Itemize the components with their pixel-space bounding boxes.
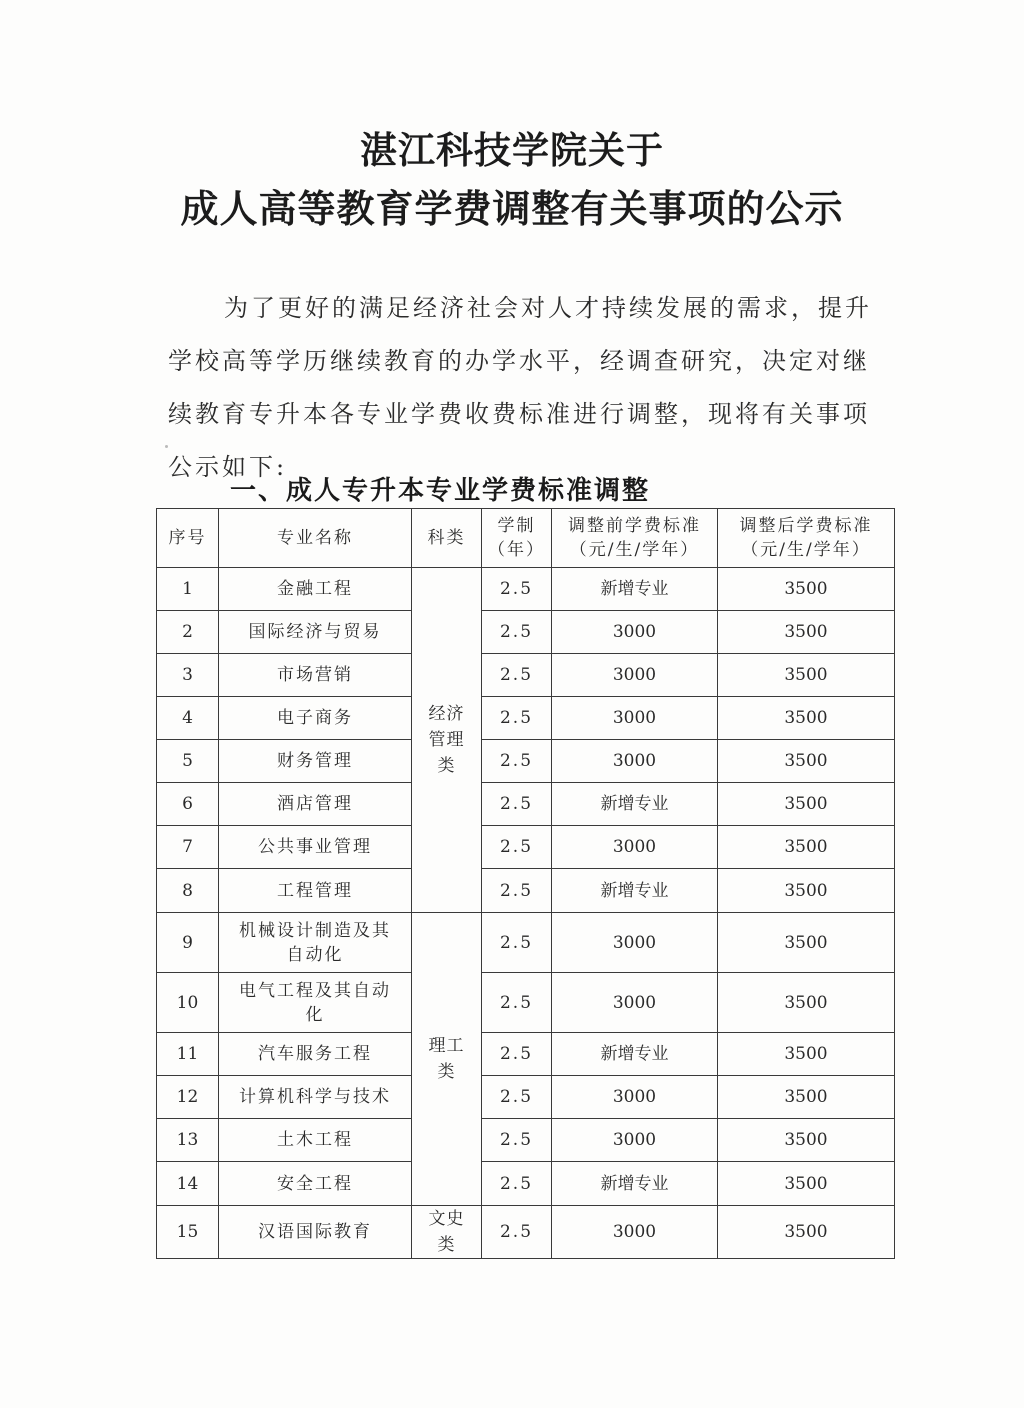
table-row <box>157 783 895 826</box>
intro-line: 续教育专升本各专业学费收费标准进行调整，现将有关事项 <box>168 400 870 428</box>
cell-index: 3 <box>157 654 219 697</box>
cell-fee-after: 3500 <box>718 740 895 783</box>
cell-index: 8 <box>157 869 219 913</box>
cell-major: 金融工程 <box>219 568 412 611</box>
cell-duration: 2.5 <box>482 1162 552 1206</box>
cell-duration: 2.5 <box>482 740 552 783</box>
cell-fee-after: 3500 <box>718 783 895 826</box>
cell-fee-before: 3000 <box>552 973 718 1033</box>
cell-duration: 2.5 <box>482 1119 552 1162</box>
header-major: 专业名称 <box>219 509 412 568</box>
cell-major: 公共事业管理 <box>219 826 412 869</box>
cell-duration: 2.5 <box>482 826 552 869</box>
cell-fee-after: 3500 <box>718 654 895 697</box>
table-row <box>157 654 895 697</box>
cell-major: 电子商务 <box>219 697 412 740</box>
cell-fee-before: 3000 <box>552 611 718 654</box>
title-line-1: 湛江科技学院关于 <box>360 128 664 172</box>
cell-duration: 2.5 <box>482 611 552 654</box>
cell-major: 汽车服务工程 <box>219 1033 412 1076</box>
table-row <box>157 869 895 913</box>
cell-major: 计算机科学与技术 <box>219 1076 412 1119</box>
cell-fee-after: 3500 <box>718 1162 895 1206</box>
table-body <box>157 568 895 1259</box>
cell-major: 土木工程 <box>219 1119 412 1162</box>
table-row <box>157 568 895 611</box>
cell-fee-before: 新增专业 <box>552 568 718 611</box>
cell-fee-after: 3500 <box>718 826 895 869</box>
cell-index: 4 <box>157 697 219 740</box>
cell-category: 经济 管理 类 <box>412 568 482 913</box>
cell-fee-after: 3500 <box>718 568 895 611</box>
cell-index: 13 <box>157 1119 219 1162</box>
table-row <box>157 1076 895 1119</box>
cell-fee-before: 3000 <box>552 1206 718 1259</box>
fee-table <box>156 508 895 1259</box>
cell-fee-after: 3500 <box>718 973 895 1033</box>
cell-fee-after: 3500 <box>718 869 895 913</box>
cell-fee-before: 新增专业 <box>552 783 718 826</box>
cell-major: 安全工程 <box>219 1162 412 1206</box>
cell-index: 11 <box>157 1033 219 1076</box>
table-row <box>157 611 895 654</box>
cell-major: 财务管理 <box>219 740 412 783</box>
cell-fee-after: 3500 <box>718 1033 895 1076</box>
header-category: 科类 <box>412 509 482 568</box>
cell-fee-before: 3000 <box>552 1076 718 1119</box>
section-heading: 一、成人专升本专业学费标准调整 <box>230 476 651 506</box>
cell-fee-after: 3500 <box>718 697 895 740</box>
header-index: 序号 <box>157 509 219 568</box>
header-fee-after: 调整后学费标准 （元/生/学年） <box>718 509 895 568</box>
cell-duration: 2.5 <box>482 869 552 913</box>
table-row <box>157 1033 895 1076</box>
cell-category: 理工 类 <box>412 913 482 1206</box>
cell-fee-before: 3000 <box>552 913 718 973</box>
cell-major: 机械设计制造及其 自动化 <box>219 913 412 973</box>
cell-duration: 2.5 <box>482 1206 552 1259</box>
cell-fee-before: 新增专业 <box>552 1033 718 1076</box>
cell-major: 电气工程及其自动 化 <box>219 973 412 1033</box>
cell-duration: 2.5 <box>482 1076 552 1119</box>
header-duration: 学制 （年） <box>482 509 552 568</box>
cell-duration: 2.5 <box>482 654 552 697</box>
title-line-2: 成人高等教育学费调整有关事项的公示 <box>180 186 844 231</box>
cell-duration: 2.5 <box>482 783 552 826</box>
cell-major: 汉语国际教育 <box>219 1206 412 1259</box>
cell-index: 7 <box>157 826 219 869</box>
table-row <box>157 1119 895 1162</box>
cell-index: 15 <box>157 1206 219 1259</box>
scan-speck <box>165 445 168 448</box>
cell-fee-after: 3500 <box>718 1119 895 1162</box>
cell-index: 2 <box>157 611 219 654</box>
cell-fee-before: 3000 <box>552 826 718 869</box>
cell-category: 文史 类 <box>412 1206 482 1259</box>
cell-index: 14 <box>157 1162 219 1206</box>
intro-line: 学校高等学历继续教育的办学水平，经调查研究，决定对继 <box>168 347 870 375</box>
table-row <box>157 826 895 869</box>
cell-fee-after: 3500 <box>718 1076 895 1119</box>
cell-index: 6 <box>157 783 219 826</box>
cell-duration: 2.5 <box>482 973 552 1033</box>
intro-paragraph <box>168 282 888 494</box>
cell-duration: 2.5 <box>482 697 552 740</box>
cell-major: 酒店管理 <box>219 783 412 826</box>
table-row <box>157 913 895 973</box>
table-row <box>157 1162 895 1206</box>
cell-major: 市场营销 <box>219 654 412 697</box>
intro-line: 为了更好的满足经济社会对人才持续发展的需求，提升 <box>224 294 872 322</box>
cell-major: 国际经济与贸易 <box>219 611 412 654</box>
cell-major: 工程管理 <box>219 869 412 913</box>
table-row <box>157 1206 895 1259</box>
cell-fee-after: 3500 <box>718 1206 895 1259</box>
cell-index: 12 <box>157 1076 219 1119</box>
cell-duration: 2.5 <box>482 568 552 611</box>
cell-index: 9 <box>157 913 219 973</box>
cell-fee-before: 3000 <box>552 740 718 783</box>
cell-index: 1 <box>157 568 219 611</box>
header-fee-before: 调整前学费标准 （元/生/学年） <box>552 509 718 568</box>
cell-fee-before: 3000 <box>552 1119 718 1162</box>
cell-fee-before: 新增专业 <box>552 1162 718 1206</box>
intro-line: 公示如下: <box>168 453 288 481</box>
cell-index: 5 <box>157 740 219 783</box>
table-row <box>157 973 895 1033</box>
cell-duration: 2.5 <box>482 913 552 973</box>
table-row <box>157 740 895 783</box>
cell-duration: 2.5 <box>482 1033 552 1076</box>
cell-fee-after: 3500 <box>718 913 895 973</box>
table-header-row <box>157 509 895 568</box>
cell-fee-before: 新增专业 <box>552 869 718 913</box>
cell-fee-before: 3000 <box>552 654 718 697</box>
cell-index: 10 <box>157 973 219 1033</box>
table-row <box>157 697 895 740</box>
cell-fee-after: 3500 <box>718 611 895 654</box>
cell-fee-before: 3000 <box>552 697 718 740</box>
